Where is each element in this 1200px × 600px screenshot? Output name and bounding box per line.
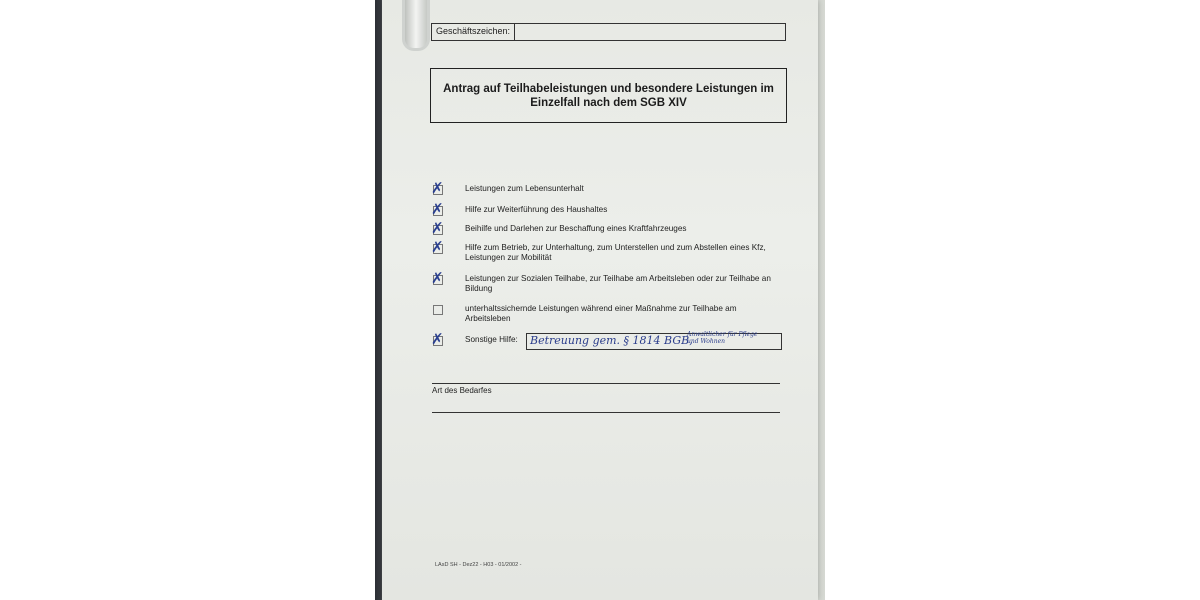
need-label: Art des Bedarfes bbox=[432, 386, 492, 395]
checkbox bbox=[431, 179, 444, 197]
check-mark-icon: ✗ bbox=[431, 330, 444, 348]
option-row bbox=[431, 219, 782, 237]
option-row bbox=[431, 179, 782, 197]
checkbox bbox=[431, 200, 444, 218]
form-title: Antrag auf Teilhabeleistungen und besondere Leistungen im Einzelfall nach dem SGB XIV bbox=[443, 82, 774, 109]
option-label: Hilfe zum Betrieb, zur Unterhaltung, zum Unterstellen und zum Abstellen eines Kfz, Leistungen zur Mobilität bbox=[465, 243, 766, 262]
check-mark-icon: ✗ bbox=[431, 200, 444, 218]
checkbox bbox=[431, 219, 444, 237]
reference-value bbox=[515, 24, 785, 40]
title-box bbox=[430, 68, 787, 123]
right-background bbox=[825, 0, 1200, 600]
divider-line bbox=[432, 383, 780, 384]
reference-field bbox=[431, 23, 786, 41]
other-help-field bbox=[526, 333, 782, 350]
option-label: Beihilfe und Darlehen zur Beschaffung eines Kraftfahrzeuges bbox=[465, 224, 687, 233]
option-row bbox=[431, 200, 782, 218]
footer-code: LAsD SH - Dez22 - H03 - 01/2002 - bbox=[435, 562, 522, 568]
check-mark-icon: ✗ bbox=[431, 269, 444, 287]
divider-line bbox=[432, 412, 780, 413]
handwritten-entry: Betreuung gem. § 1814 BGB, bbox=[530, 334, 693, 347]
option-row bbox=[431, 269, 782, 294]
option-row bbox=[431, 238, 782, 263]
handwritten-note bbox=[687, 331, 757, 345]
left-background bbox=[0, 0, 375, 600]
checkbox bbox=[431, 330, 444, 348]
option-label: Leistungen zum Lebensunterhalt bbox=[465, 184, 584, 193]
check-mark-icon: ✗ bbox=[431, 219, 444, 237]
option-label: unterhaltssichernde Leistungen während einer Maßnahme zur Teilhabe am Arbeitsleben bbox=[465, 304, 737, 323]
check-mark-icon: ✗ bbox=[431, 179, 444, 197]
handwritten-note-line: Anwaltlicher für Pflege bbox=[687, 331, 758, 338]
option-label: Hilfe zur Weiterführung des Haushaltes bbox=[465, 205, 608, 214]
handwritten-note-line: und Wohnen bbox=[687, 338, 725, 345]
reference-label: Geschäftszeichen: bbox=[432, 24, 515, 40]
option-label: Sonstige Hilfe: bbox=[465, 335, 518, 344]
option-row bbox=[432, 304, 782, 324]
checkbox bbox=[433, 305, 443, 315]
paper-clip-icon bbox=[402, 0, 430, 51]
option-label: Leistungen zur Sozialen Teilhabe, zur Teilhabe am Arbeitsleben oder zur Teilhabe an Bildung bbox=[465, 274, 771, 293]
check-mark-icon: ✗ bbox=[431, 238, 444, 256]
checkbox bbox=[431, 238, 444, 256]
checkbox bbox=[431, 269, 444, 287]
